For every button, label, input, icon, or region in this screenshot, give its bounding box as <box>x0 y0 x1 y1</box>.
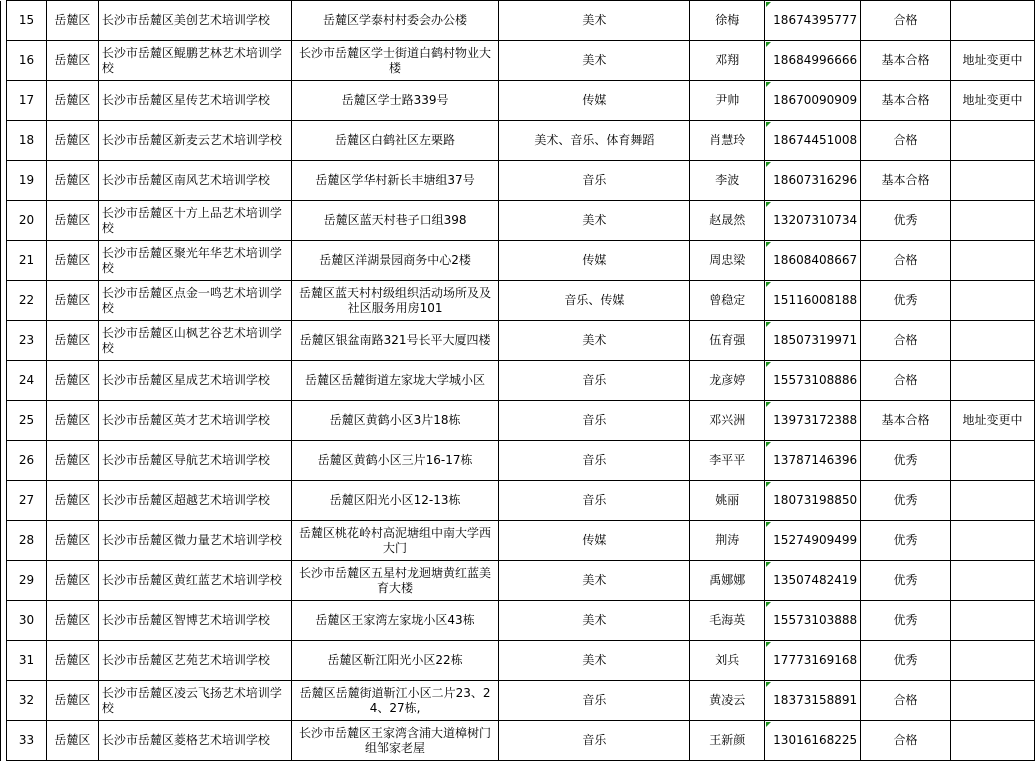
district-cell[interactable]: 岳麓区 <box>46 241 98 281</box>
district-cell[interactable]: 岳麓区 <box>46 641 98 681</box>
address-cell[interactable]: 长沙市岳麓区学士街道白鹤村物业大楼 <box>291 41 499 81</box>
contact-person-cell[interactable]: 肖慧玲 <box>690 121 765 161</box>
result-cell[interactable]: 优秀 <box>861 641 951 681</box>
row-number-cell[interactable]: 21 <box>6 241 46 281</box>
note-cell[interactable] <box>950 721 1034 761</box>
note-cell[interactable] <box>950 161 1034 201</box>
note-cell[interactable]: 地址变更中 <box>950 81 1034 121</box>
district-cell[interactable]: 岳麓区 <box>46 561 98 601</box>
row-number-cell[interactable]: 22 <box>6 281 46 321</box>
row-number-cell[interactable]: 31 <box>6 641 46 681</box>
phone-cell[interactable]: 18674451008 <box>765 121 861 161</box>
category-cell[interactable]: 美术、音乐、体育舞蹈 <box>499 121 690 161</box>
result-cell[interactable]: 合格 <box>861 1 951 41</box>
result-cell[interactable]: 优秀 <box>861 441 951 481</box>
row-number-cell[interactable]: 30 <box>6 601 46 641</box>
address-cell[interactable]: 岳麓区黄鹤小区3片18栋 <box>291 401 499 441</box>
result-cell[interactable]: 基本合格 <box>861 161 951 201</box>
district-cell[interactable]: 岳麓区 <box>46 361 98 401</box>
result-cell[interactable]: 基本合格 <box>861 81 951 121</box>
result-cell[interactable]: 优秀 <box>861 521 951 561</box>
category-cell[interactable]: 音乐 <box>499 681 690 721</box>
category-cell[interactable]: 美术 <box>499 601 690 641</box>
address-cell[interactable]: 岳麓区洋湖景园商务中心2楼 <box>291 241 499 281</box>
school-name-cell[interactable]: 长沙市岳麓区导航艺术培训学校 <box>98 441 291 481</box>
row-number-cell[interactable]: 19 <box>6 161 46 201</box>
table-row <box>1 281 1035 321</box>
phone-cell[interactable]: 15116008188 <box>765 281 861 321</box>
row-number-cell[interactable]: 16 <box>6 41 46 81</box>
row-number-cell[interactable]: 27 <box>6 481 46 521</box>
result-cell[interactable]: 合格 <box>861 361 951 401</box>
school-name-cell[interactable]: 长沙市岳麓区凌云飞扬艺术培训学校 <box>98 681 291 721</box>
category-cell[interactable]: 美术 <box>499 561 690 601</box>
phone-cell[interactable]: 13016168225 <box>765 721 861 761</box>
table-row <box>1 641 1035 681</box>
address-cell[interactable]: 岳麓区蓝天村村级组织活动场所及及社区服务用房101 <box>291 281 499 321</box>
row-number-cell[interactable]: 17 <box>6 81 46 121</box>
phone-cell[interactable]: 18373158891 <box>765 681 861 721</box>
contact-person-cell[interactable]: 龙彦婷 <box>690 361 765 401</box>
table-row <box>1 361 1035 401</box>
table-row <box>1 681 1035 721</box>
contact-person-cell[interactable]: 李波 <box>690 161 765 201</box>
result-cell[interactable]: 优秀 <box>861 481 951 521</box>
phone-cell[interactable]: 18684996666 <box>765 41 861 81</box>
row-number-cell[interactable]: 28 <box>6 521 46 561</box>
category-cell[interactable]: 美术 <box>499 321 690 361</box>
row-number-cell[interactable]: 20 <box>6 201 46 241</box>
table-row <box>1 121 1035 161</box>
phone-cell[interactable]: 18670090909 <box>765 81 861 121</box>
phone-cell[interactable]: 18073198850 <box>765 481 861 521</box>
result-cell[interactable]: 基本合格 <box>861 401 951 441</box>
phone-cell[interactable]: 18607316296 <box>765 161 861 201</box>
address-cell[interactable]: 岳麓区岳麓街道左家垅大学城小区 <box>291 361 499 401</box>
contact-person-cell[interactable]: 李平平 <box>690 441 765 481</box>
phone-cell[interactable]: 18674395777 <box>765 1 861 41</box>
table-row <box>1 401 1035 441</box>
address-cell[interactable]: 岳麓区桃花岭村高泥塘组中南大学西大门 <box>291 521 499 561</box>
school-name-cell[interactable]: 长沙市岳麓区超越艺术培训学校 <box>98 481 291 521</box>
contact-person-cell[interactable]: 刘兵 <box>690 641 765 681</box>
school-name-cell[interactable]: 长沙市岳麓区微力量艺术培训学校 <box>98 521 291 561</box>
district-cell[interactable]: 岳麓区 <box>46 201 98 241</box>
note-cell[interactable] <box>950 441 1034 481</box>
category-cell[interactable]: 美术 <box>499 201 690 241</box>
result-cell[interactable]: 优秀 <box>861 601 951 641</box>
category-cell[interactable]: 美术 <box>499 1 690 41</box>
category-cell[interactable]: 音乐 <box>499 361 690 401</box>
school-name-cell[interactable]: 长沙市岳麓区聚光年华艺术培训学校 <box>98 241 291 281</box>
result-cell[interactable]: 合格 <box>861 121 951 161</box>
row-number-cell[interactable]: 26 <box>6 441 46 481</box>
table-body <box>1 1 1035 761</box>
note-cell[interactable] <box>950 521 1034 561</box>
phone-cell[interactable]: 13973172388 <box>765 401 861 441</box>
row-number-cell[interactable]: 18 <box>6 121 46 161</box>
phone-cell[interactable]: 13207310734 <box>765 201 861 241</box>
district-cell[interactable]: 岳麓区 <box>46 681 98 721</box>
school-name-cell[interactable]: 长沙市岳麓区美创艺术培训学校 <box>98 1 291 41</box>
table-row <box>1 521 1035 561</box>
note-cell[interactable] <box>950 241 1034 281</box>
school-name-cell[interactable]: 长沙市岳麓区智博艺术培训学校 <box>98 601 291 641</box>
note-cell[interactable] <box>950 681 1034 721</box>
phone-cell[interactable]: 15573103888 <box>765 601 861 641</box>
result-cell[interactable]: 合格 <box>861 681 951 721</box>
contact-person-cell[interactable]: 姚丽 <box>690 481 765 521</box>
phone-cell[interactable]: 18608408667 <box>765 241 861 281</box>
result-cell[interactable]: 优秀 <box>861 561 951 601</box>
school-name-cell[interactable]: 长沙市岳麓区英才艺术培训学校 <box>98 401 291 441</box>
contact-person-cell[interactable]: 赵晟然 <box>690 201 765 241</box>
school-name-cell[interactable]: 长沙市岳麓区山枫艺谷艺术培训学校 <box>98 321 291 361</box>
phone-cell[interactable]: 15573108886 <box>765 361 861 401</box>
note-cell[interactable] <box>950 641 1034 681</box>
row-number-cell[interactable]: 25 <box>6 401 46 441</box>
note-cell[interactable] <box>950 561 1034 601</box>
table-row <box>1 241 1035 281</box>
row-number-cell[interactable]: 15 <box>6 1 46 41</box>
note-cell[interactable] <box>950 481 1034 521</box>
table-row <box>1 441 1035 481</box>
district-cell[interactable]: 岳麓区 <box>46 521 98 561</box>
category-cell[interactable]: 美术 <box>499 641 690 681</box>
category-cell[interactable]: 音乐 <box>499 161 690 201</box>
school-name-cell[interactable]: 长沙市岳麓区星成艺术培训学校 <box>98 361 291 401</box>
address-cell[interactable]: 岳麓区白鹤社区左栗路 <box>291 121 499 161</box>
district-cell[interactable]: 岳麓区 <box>46 441 98 481</box>
school-name-cell[interactable]: 长沙市岳麓区黄红蓝艺术培训学校 <box>98 561 291 601</box>
table-row <box>1 721 1035 761</box>
contact-person-cell[interactable]: 毛海英 <box>690 601 765 641</box>
contact-person-cell[interactable]: 邓翔 <box>690 41 765 81</box>
table-row <box>1 321 1035 361</box>
district-cell[interactable]: 岳麓区 <box>46 281 98 321</box>
row-number-cell[interactable]: 24 <box>6 361 46 401</box>
result-cell[interactable]: 合格 <box>861 721 951 761</box>
note-cell[interactable] <box>950 281 1034 321</box>
address-cell[interactable]: 岳麓区银盆南路321号长平大厦四楼 <box>291 321 499 361</box>
result-cell[interactable]: 合格 <box>861 241 951 281</box>
school-name-cell[interactable]: 长沙市岳麓区鲲鹏艺林艺术培训学校 <box>98 41 291 81</box>
district-cell[interactable]: 岳麓区 <box>46 41 98 81</box>
category-cell[interactable]: 传媒 <box>499 241 690 281</box>
category-cell[interactable]: 传媒 <box>499 521 690 561</box>
district-cell[interactable]: 岳麓区 <box>46 161 98 201</box>
contact-person-cell[interactable]: 周忠梁 <box>690 241 765 281</box>
address-cell[interactable]: 岳麓区学士路339号 <box>291 81 499 121</box>
contact-person-cell[interactable]: 曾稳定 <box>690 281 765 321</box>
table-row <box>1 161 1035 201</box>
result-cell[interactable]: 基本合格 <box>861 41 951 81</box>
district-cell[interactable]: 岳麓区 <box>46 1 98 41</box>
phone-cell[interactable]: 17773169168 <box>765 641 861 681</box>
note-cell[interactable] <box>950 121 1034 161</box>
school-name-cell[interactable]: 长沙市岳麓区菱格艺术培训学校 <box>98 721 291 761</box>
phone-cell[interactable]: 13507482419 <box>765 561 861 601</box>
address-cell[interactable]: 岳麓区王家湾左家垅小区43栋 <box>291 601 499 641</box>
contact-person-cell[interactable]: 荆涛 <box>690 521 765 561</box>
contact-person-cell[interactable]: 尹帅 <box>690 81 765 121</box>
phone-cell[interactable]: 15274909499 <box>765 521 861 561</box>
result-cell[interactable]: 合格 <box>861 321 951 361</box>
note-cell[interactable] <box>950 321 1034 361</box>
school-name-cell[interactable]: 长沙市岳麓区点金一鸣艺术培训学校 <box>98 281 291 321</box>
school-name-cell[interactable]: 长沙市岳麓区南风艺术培训学校 <box>98 161 291 201</box>
table-row <box>1 481 1035 521</box>
table-row <box>1 81 1035 121</box>
category-cell[interactable]: 音乐 <box>499 441 690 481</box>
note-cell[interactable]: 地址变更中 <box>950 401 1034 441</box>
address-cell[interactable]: 岳麓区蓝天村巷子口组398 <box>291 201 499 241</box>
school-name-cell[interactable]: 长沙市岳麓区星传艺术培训学校 <box>98 81 291 121</box>
district-cell[interactable]: 岳麓区 <box>46 321 98 361</box>
category-cell[interactable]: 音乐 <box>499 481 690 521</box>
address-cell[interactable]: 长沙市岳麓区五星村龙迴塘黄红蓝美育大楼 <box>291 561 499 601</box>
result-cell[interactable]: 优秀 <box>861 201 951 241</box>
contact-person-cell[interactable]: 伍育强 <box>690 321 765 361</box>
address-cell[interactable]: 岳麓区岳麓街道靳江小区二片23、24、27栋, <box>291 681 499 721</box>
category-cell[interactable]: 音乐、传媒 <box>499 281 690 321</box>
district-cell[interactable]: 岳麓区 <box>46 721 98 761</box>
table-row <box>1 41 1035 81</box>
contact-person-cell[interactable]: 徐梅 <box>690 1 765 41</box>
district-cell[interactable]: 岳麓区 <box>46 81 98 121</box>
district-cell[interactable]: 岳麓区 <box>46 401 98 441</box>
category-cell[interactable]: 音乐 <box>499 721 690 761</box>
address-cell[interactable]: 岳麓区学泰村村委会办公楼 <box>291 1 499 41</box>
address-cell[interactable]: 岳麓区靳江阳光小区22栋 <box>291 641 499 681</box>
contact-person-cell[interactable]: 黄凌云 <box>690 681 765 721</box>
row-number-cell[interactable]: 32 <box>6 681 46 721</box>
result-cell[interactable]: 优秀 <box>861 281 951 321</box>
note-cell[interactable] <box>950 601 1034 641</box>
table-row <box>1 561 1035 601</box>
address-cell[interactable]: 岳麓区学华村新长丰塘组37号 <box>291 161 499 201</box>
school-name-cell[interactable]: 长沙市岳麓区艺苑艺术培训学校 <box>98 641 291 681</box>
address-cell[interactable]: 岳麓区阳光小区12-13栋 <box>291 481 499 521</box>
note-cell[interactable] <box>950 361 1034 401</box>
note-cell[interactable]: 地址变更中 <box>950 41 1034 81</box>
district-cell[interactable]: 岳麓区 <box>46 601 98 641</box>
contact-person-cell[interactable]: 邓兴洲 <box>690 401 765 441</box>
row-number-cell[interactable]: 23 <box>6 321 46 361</box>
table-row <box>1 601 1035 641</box>
address-cell[interactable]: 长沙市岳麓区王家湾含浦大道樟树门组邹家老屋 <box>291 721 499 761</box>
row-number-cell[interactable]: 29 <box>6 561 46 601</box>
phone-cell[interactable]: 18507319971 <box>765 321 861 361</box>
district-cell[interactable]: 岳麓区 <box>46 121 98 161</box>
table-row <box>1 1 1035 41</box>
phone-cell[interactable]: 13787146396 <box>765 441 861 481</box>
contact-person-cell[interactable]: 王新颜 <box>690 721 765 761</box>
category-cell[interactable]: 美术 <box>499 41 690 81</box>
note-cell[interactable] <box>950 1 1034 41</box>
address-cell[interactable]: 岳麓区黄鹤小区三片16-17栋 <box>291 441 499 481</box>
contact-person-cell[interactable]: 禹娜娜 <box>690 561 765 601</box>
school-name-cell[interactable]: 长沙市岳麓区新麦云艺术培训学校 <box>98 121 291 161</box>
category-cell[interactable]: 音乐 <box>499 401 690 441</box>
note-cell[interactable] <box>950 201 1034 241</box>
school-name-cell[interactable]: 长沙市岳麓区十方上品艺术培训学校 <box>98 201 291 241</box>
category-cell[interactable]: 传媒 <box>499 81 690 121</box>
table-row <box>1 201 1035 241</box>
row-number-cell[interactable]: 33 <box>6 721 46 761</box>
district-cell[interactable]: 岳麓区 <box>46 481 98 521</box>
